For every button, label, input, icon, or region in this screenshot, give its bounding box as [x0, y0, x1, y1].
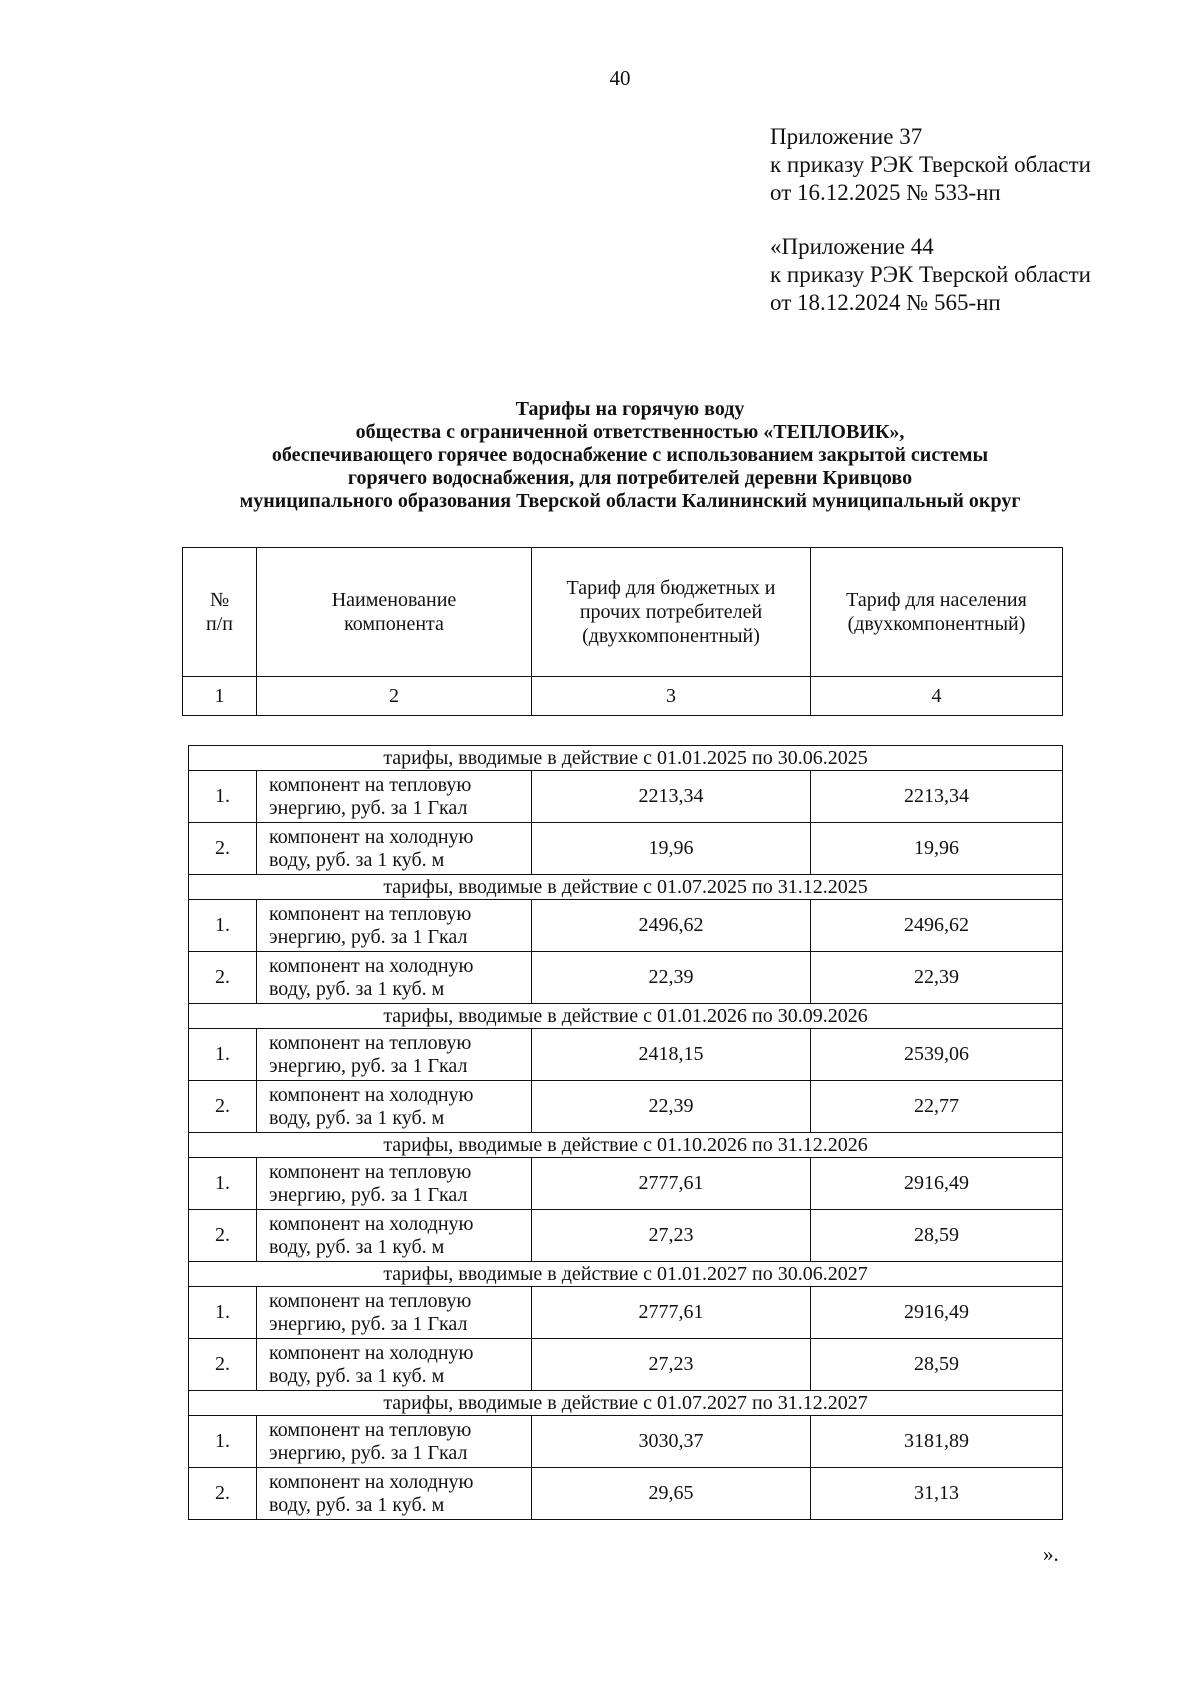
budget-tariff-value: 19,96	[532, 823, 811, 875]
component-name	[257, 771, 532, 823]
column-number: 4	[811, 677, 1063, 716]
row-number: 1.	[189, 771, 257, 823]
appendix-line: «Приложение 44	[770, 234, 934, 259]
population-tariff-value: 2213,34	[811, 771, 1063, 823]
header-component-name: Наименование компонента	[257, 548, 532, 677]
appendix-line: от 18.12.2024 № 565-нп	[770, 290, 1001, 315]
table-row	[189, 1158, 1063, 1210]
title-line: муниципального образования Тверской области Калининский муниципальный округ	[239, 490, 1021, 512]
component-name	[257, 1029, 532, 1081]
period-label: тарифы, вводимые в действие с 01.07.2025 по 31.12.2025	[189, 875, 1063, 900]
row-number: 2.	[189, 823, 257, 875]
period-row	[189, 875, 1063, 900]
component-name	[257, 1081, 532, 1133]
header-number: № п/п	[183, 548, 257, 677]
period-row	[189, 1262, 1063, 1287]
column-number-row	[183, 677, 1063, 716]
population-tariff-value: 22,39	[811, 952, 1063, 1004]
population-tariff-value: 2916,49	[811, 1158, 1063, 1210]
row-number: 2.	[189, 1339, 257, 1391]
component-name-line: компонент на тепловую	[269, 1289, 472, 1312]
budget-tariff-value: 2777,61	[532, 1287, 811, 1339]
population-tariff-value: 31,13	[811, 1468, 1063, 1520]
row-number: 1.	[189, 1029, 257, 1081]
period-label: тарифы, вводимые в действие с 01.01.2027 по 30.06.2027	[189, 1262, 1063, 1287]
header-budget-tariff: Тариф для бюджетных и прочих потребителей (двухкомпонентный)	[532, 548, 811, 677]
component-name-line: компонент на холодную	[269, 1212, 474, 1235]
component-name-line: компонент на холодную	[269, 1470, 474, 1493]
component-name-line: воду, руб. за 1 куб. м	[269, 1106, 445, 1129]
component-name-line: компонент на тепловую	[269, 1418, 472, 1441]
component-name-line: воду, руб. за 1 куб. м	[269, 848, 445, 871]
component-name	[257, 1158, 532, 1210]
component-name	[257, 1287, 532, 1339]
population-tariff-value: 2916,49	[811, 1287, 1063, 1339]
budget-tariff-value: 27,23	[532, 1339, 811, 1391]
budget-tariff-value: 2777,61	[532, 1158, 811, 1210]
tariff-header-table	[182, 547, 1063, 716]
column-number: 1	[183, 677, 257, 716]
component-name-line: компонент на холодную	[269, 825, 474, 848]
row-number: 2.	[189, 1081, 257, 1133]
table-row	[189, 1416, 1063, 1468]
appendix-line: Приложение 37	[770, 124, 923, 149]
component-name	[257, 1416, 532, 1468]
component-name-line: воду, руб. за 1 куб. м	[269, 977, 445, 1000]
budget-tariff-value: 27,23	[532, 1210, 811, 1262]
tariff-table	[188, 745, 1063, 1520]
budget-tariff-value: 2418,15	[532, 1029, 811, 1081]
table-row	[189, 952, 1063, 1004]
budget-tariff-value: 3030,37	[532, 1416, 811, 1468]
header-population-tariff: Тариф для населения (двухкомпонентный)	[811, 548, 1063, 677]
table-row	[189, 1468, 1063, 1520]
appendix-line: к приказу РЭК Тверской области	[770, 152, 1091, 177]
period-label: тарифы, вводимые в действие с 01.01.2026 по 30.09.2026	[189, 1004, 1063, 1029]
table-row	[189, 1029, 1063, 1081]
component-name-line: энергию, руб. за 1 Гкал	[269, 796, 468, 819]
table-row	[189, 1287, 1063, 1339]
budget-tariff-value: 2213,34	[532, 771, 811, 823]
row-number: 2.	[189, 1210, 257, 1262]
component-name-line: энергию, руб. за 1 Гкал	[269, 1441, 468, 1464]
table-row	[189, 823, 1063, 875]
component-name-line: компонент на холодную	[269, 1341, 474, 1364]
period-label: тарифы, вводимые в действие с 01.10.2026 по 31.12.2026	[189, 1133, 1063, 1158]
row-number: 1.	[189, 1416, 257, 1468]
period-row	[189, 746, 1063, 771]
component-name	[257, 900, 532, 952]
period-row	[189, 1133, 1063, 1158]
table-row	[189, 771, 1063, 823]
budget-tariff-value: 2496,62	[532, 900, 811, 952]
population-tariff-value: 22,77	[811, 1081, 1063, 1133]
component-name-line: компонент на тепловую	[269, 773, 472, 796]
column-number: 3	[532, 677, 811, 716]
budget-tariff-value: 29,65	[532, 1468, 811, 1520]
header-row	[183, 548, 1063, 677]
population-tariff-value: 28,59	[811, 1339, 1063, 1391]
table-row	[189, 1081, 1063, 1133]
population-tariff-value: 28,59	[811, 1210, 1063, 1262]
title-line: горячего водоснабжения, для потребителей деревни Кривцово	[347, 467, 913, 489]
component-name-line: энергию, руб. за 1 Гкал	[269, 925, 468, 948]
component-name	[257, 823, 532, 875]
population-tariff-value: 3181,89	[811, 1416, 1063, 1468]
row-number: 2.	[189, 952, 257, 1004]
component-name	[257, 1339, 532, 1391]
component-name	[257, 1468, 532, 1520]
component-name-line: компонент на тепловую	[269, 1160, 472, 1183]
period-label: тарифы, вводимые в действие с 01.07.2027 по 31.12.2027	[189, 1391, 1063, 1416]
component-name-line: компонент на тепловую	[269, 1031, 472, 1054]
appendix-line: к приказу РЭК Тверской области	[770, 262, 1091, 287]
row-number: 1.	[189, 900, 257, 952]
component-name-line: воду, руб. за 1 куб. м	[269, 1493, 445, 1516]
budget-tariff-value: 22,39	[532, 1081, 811, 1133]
closing-quote-mark: ».	[1043, 1542, 1059, 1566]
population-tariff-value: 19,96	[811, 823, 1063, 875]
row-number: 1.	[189, 1158, 257, 1210]
period-row	[189, 1004, 1063, 1029]
appendix-line: от 16.12.2025 № 533-нп	[770, 180, 1001, 205]
component-name	[257, 1210, 532, 1262]
title-line: Тарифы на горячую воду	[515, 398, 745, 420]
component-name-line: компонент на холодную	[269, 954, 474, 977]
period-label: тарифы, вводимые в действие с 01.01.2025 по 30.06.2025	[189, 746, 1063, 771]
appendix-reference-current	[770, 123, 1091, 207]
tariff-body	[189, 746, 1063, 1520]
row-number: 2.	[189, 1468, 257, 1520]
component-name-line: компонент на холодную	[269, 1083, 474, 1106]
component-name-line: энергию, руб. за 1 Гкал	[269, 1312, 468, 1335]
component-name	[257, 952, 532, 1004]
appendix-reference-original	[770, 233, 1091, 317]
period-row	[189, 1391, 1063, 1416]
table-row	[189, 900, 1063, 952]
page-number: 40	[609, 66, 631, 90]
component-name-line: энергию, руб. за 1 Гкал	[269, 1054, 468, 1077]
population-tariff-value: 2539,06	[811, 1029, 1063, 1081]
component-name-line: воду, руб. за 1 куб. м	[269, 1364, 445, 1387]
column-number: 2	[257, 677, 532, 716]
population-tariff-value: 2496,62	[811, 900, 1063, 952]
component-name-line: компонент на тепловую	[269, 902, 472, 925]
budget-tariff-value: 22,39	[532, 952, 811, 1004]
row-number: 1.	[189, 1287, 257, 1339]
component-name-line: энергию, руб. за 1 Гкал	[269, 1183, 468, 1206]
title-line: обеспечивающего горячее водоснабжение с использованием закрытой системы	[271, 444, 989, 466]
table-row	[189, 1210, 1063, 1262]
title-line: общества с ограниченной ответственностью «ТЕПЛОВИК»,	[355, 421, 905, 443]
table-row	[189, 1339, 1063, 1391]
document-title	[60, 398, 1200, 513]
component-name-line: воду, руб. за 1 куб. м	[269, 1235, 445, 1258]
